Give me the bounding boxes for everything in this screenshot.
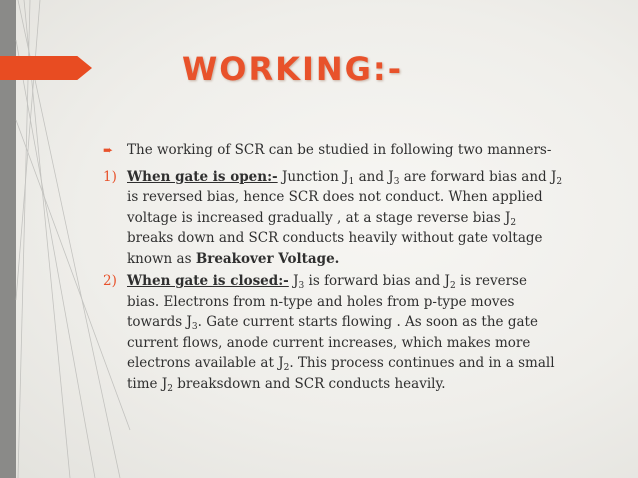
- subscript: 3: [191, 322, 198, 332]
- subscript: 3: [393, 176, 400, 187]
- text-seg: and J: [354, 168, 394, 185]
- text-seg: are forward bias and J: [399, 168, 557, 185]
- subscript: 1: [348, 176, 355, 187]
- item-heading: When gate is open:-: [127, 168, 278, 185]
- text-seg: breaks down and SCR conducts heavily without gate voltage known as: [127, 230, 543, 267]
- subscript: 2: [167, 383, 173, 394]
- arrow-bullet-icon: ➨: [103, 143, 114, 157]
- text-seg: . This process continues and in a small time J: [127, 355, 555, 392]
- subscript: 2: [449, 281, 456, 291]
- slide-title: WORKING:-: [182, 50, 403, 88]
- text-seg: is reversed bias, hence SCR does not conduct. When applied voltage is increased gradually , at a stage reverse bias J: [127, 189, 543, 226]
- list-item-gate-open: [103, 167, 563, 270]
- subscript: 2: [556, 176, 563, 187]
- intro-text: The working of SCR can be studied in following two manners-: [127, 142, 552, 158]
- text-seg: is forward bias and J: [304, 273, 450, 289]
- subscript: 2: [283, 363, 290, 373]
- text-seg: Junction J: [277, 168, 349, 185]
- intro-bullet: [103, 140, 563, 161]
- item-number: 1): [103, 168, 117, 185]
- slide-content: [103, 140, 563, 396]
- text-seg: . Gate current starts flowing . As soon as the gate current flows, anode current increases, which makes more electrons available at J: [127, 314, 538, 371]
- bold-term: Breakover Voltage.: [195, 250, 340, 267]
- subscript: 3: [298, 281, 305, 291]
- title-arrow-banner: [0, 56, 92, 80]
- item-heading: When gate is closed:-: [127, 273, 289, 289]
- item-body: [127, 271, 563, 394]
- item-number: 2): [103, 273, 117, 289]
- text-seg: is reverse bias. Electrons from n-type and holes from p-type moves towards J: [127, 273, 527, 330]
- text-seg: J: [288, 273, 299, 289]
- item-body: [127, 167, 563, 270]
- list-item-gate-closed: [103, 271, 563, 394]
- text-seg: breaksdown and SCR conducts heavily.: [172, 375, 446, 392]
- subscript: 2: [510, 217, 517, 228]
